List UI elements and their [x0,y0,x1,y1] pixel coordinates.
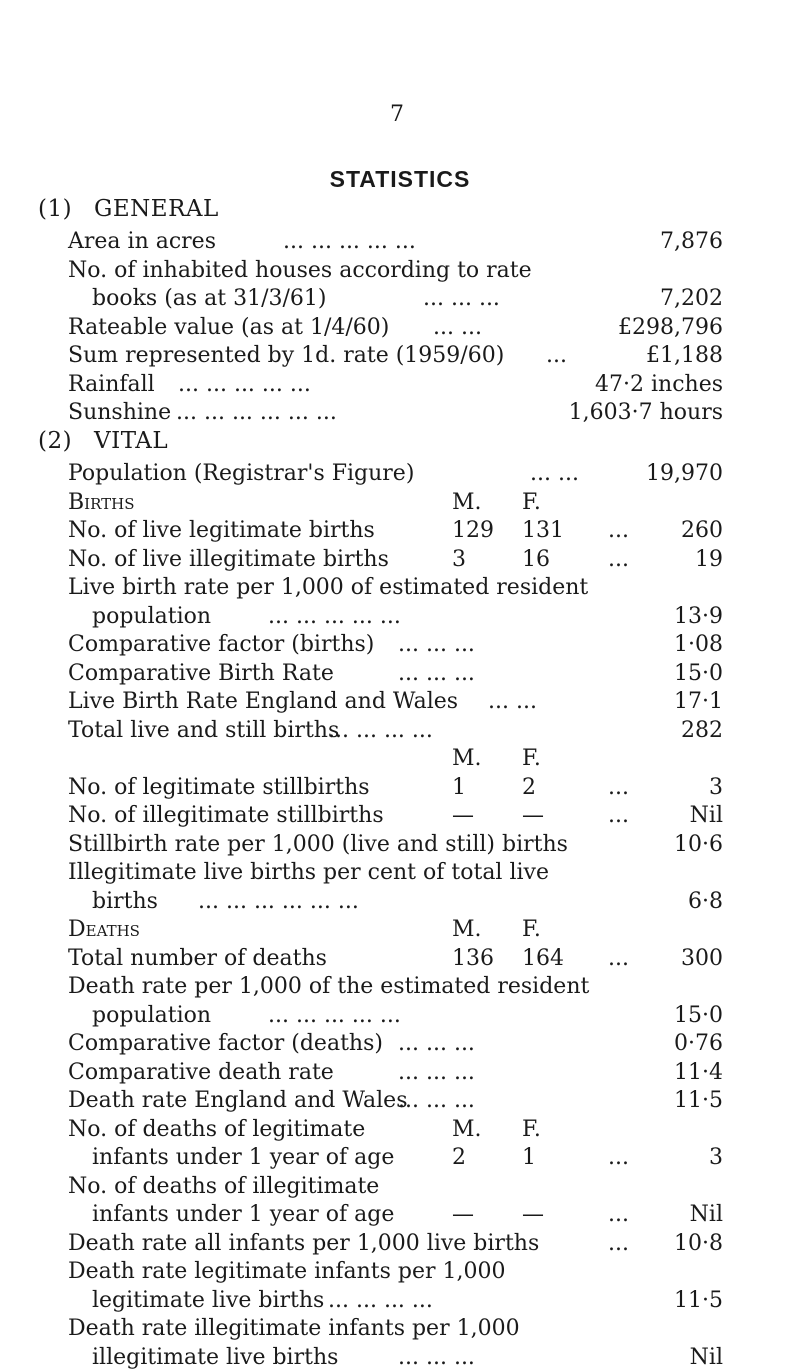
male-value: 2 [452,1145,466,1170]
statistic-label: No. of legitimate stillbirths [68,774,370,800]
statistic-row [68,631,723,659]
statistic-value: 17·1 [674,689,723,714]
statistic-row [68,1087,723,1115]
female-value: — [522,1202,544,1227]
statistic-label: Death rate all infants per 1,000 live births [68,1230,540,1256]
statistic-value: 10·8 [674,1230,723,1256]
statistic-label: Death rate illegitimate infants per 1,000 [68,1316,520,1341]
statistic-row [68,859,723,887]
statistic-value: 1,603·7 hours [568,400,723,425]
statistic-value: Nil [689,1202,723,1227]
statistic-value: 47·2 inches [595,371,723,397]
statistic-label: Rateable value (as at 1/4/60) [68,314,390,340]
section-number: (2) [38,428,73,454]
statistic-label: Comparative death rate [68,1059,334,1085]
statistic-value: 11·5 [674,1287,723,1313]
statistic-row [68,1258,723,1286]
male-value: 136 [452,945,494,971]
statistic-value: 13·9 [674,603,723,629]
statistic-row [68,342,723,370]
statistic-label: books (as at 31/3/61) [92,286,327,311]
statistic-row [68,888,723,916]
statistic-row [68,371,723,399]
male-value: M. [452,489,482,515]
statistic-row [68,1059,723,1087]
statistic-label: infants under 1 year of age [92,1202,395,1227]
statistic-label: Rainfall [68,371,155,397]
statistic-value: 260 [681,518,723,543]
dot-leader: ... [608,546,629,572]
dot-leader: ... ... [530,461,579,486]
male-value: M. [452,917,482,942]
dot-leader: ... ... ... ... ... ... [176,400,337,425]
statistic-label: Sum represented by 1d. rate (1959/60) [68,343,505,368]
dot-leader: ... ... ... [398,1088,475,1113]
statistic-value: 0·76 [674,1031,723,1056]
dot-leader: ... ... ... [398,1344,475,1370]
statistic-label: Deaths [68,917,140,942]
statistic-label: Total live and still births [68,717,340,743]
statistic-value: 3 [709,774,723,800]
page-number: 7 [390,102,404,127]
statistic-row [68,1287,723,1315]
statistic-label: Comparative factor (births) [68,632,375,657]
statistic-row [68,257,723,285]
statistic-label: No. of inhabited houses according to rate [68,257,532,283]
dot-leader: ... [608,518,629,543]
statistic-label: Death rate legitimate infants per 1,000 [68,1259,506,1284]
male-value: 1 [452,774,466,800]
male-value: 3 [452,546,466,572]
dot-leader: ... ... ... [398,1059,475,1085]
dot-leader: ... ... ... [398,660,475,686]
dot-leader: ... ... ... ... ... [178,371,311,397]
statistic-value: 6·8 [688,888,723,914]
male-value: M. [452,1116,482,1142]
dot-leader: ... [608,1202,629,1227]
statistic-row [68,314,723,342]
statistic-label: births [92,888,158,914]
statistic-value: 11·4 [674,1059,723,1085]
section-title: VITAL [94,428,169,454]
statistic-label: population [92,603,212,629]
section-heading [38,428,168,454]
statistic-label: Live Birth Rate England and Wales [68,689,459,714]
statistic-value: 19,970 [646,461,723,486]
statistic-label: Stillbirth rate per 1,000 (live and still) births [68,831,568,857]
statistic-row [68,916,723,944]
female-value: 1 [522,1145,536,1170]
statistic-row [68,973,723,1001]
female-value: F. [522,746,541,771]
statistic-label: Death rate per 1,000 of the estimated resident [68,974,590,999]
female-value: 2 [522,774,536,800]
dot-leader: ... ... ... [398,632,475,657]
dot-leader: ... [608,1145,629,1170]
statistic-row [68,546,723,574]
statistic-row [68,802,723,830]
statistic-label: Comparative Birth Rate [68,660,334,686]
statistic-label: Sunshine [68,400,172,425]
statistic-label: No. of deaths of illegitimate [68,1173,380,1199]
statistic-label: Illegitimate live births per cent of total live [68,860,549,885]
female-value: 16 [522,546,550,572]
statistic-label: Area in acres [68,229,216,254]
page-title: STATISTICS [329,166,471,192]
dot-leader: ... ... ... ... [328,1287,433,1313]
dot-leader: ... ... ... [398,1031,475,1056]
statistic-label: No. of live legitimate births [68,518,375,543]
female-value: — [522,803,544,828]
statistic-label: Total number of deaths [68,945,327,971]
statistic-row [68,745,723,773]
statistic-label: Comparative factor (deaths) [68,1031,383,1056]
statistic-row [68,717,723,745]
female-value: F. [522,1116,541,1142]
male-value: — [452,803,474,828]
statistic-value: £298,796 [618,314,723,340]
statistic-label: population [92,1002,212,1028]
statistic-label: No. of live illegitimate births [68,546,389,572]
statistic-value: 282 [681,717,723,743]
statistic-label: No. of deaths of legitimate [68,1116,366,1142]
dot-leader: ... ... ... ... [328,717,433,743]
male-value: 129 [452,518,494,543]
section-heading [38,196,219,222]
statistic-label: legitimate live births [92,1287,325,1313]
statistic-row [68,945,723,973]
statistic-row [68,603,723,631]
statistic-value: 15·0 [674,660,723,686]
section-number: (1) [38,196,73,222]
dot-leader: ... ... ... ... ... [268,1002,401,1028]
statistic-row [68,831,723,859]
dot-leader: ... [608,803,629,828]
statistic-row [68,1344,723,1372]
dot-leader: ... [608,945,629,971]
statistic-row [68,1201,723,1229]
statistic-label: No. of illegitimate stillbirths [68,803,384,828]
dot-leader: ... ... ... ... ... ... [198,888,359,914]
statistic-label: infants under 1 year of age [92,1145,395,1170]
statistic-label: Death rate England and Wales [68,1088,408,1113]
female-value: F. [522,917,541,942]
statistic-row [68,285,723,313]
statistic-row [68,1230,723,1258]
statistic-value: 7,876 [660,229,723,254]
dot-leader: ... ... ... [423,286,500,311]
statistic-row [68,399,723,427]
male-value: M. [452,746,482,771]
statistic-row [68,517,723,545]
dot-leader: ... [608,1230,629,1256]
dot-leader: ... [546,343,567,368]
dot-leader: ... ... ... ... ... [283,229,416,254]
statistic-value: £1,188 [646,343,723,368]
statistic-row [68,1116,723,1144]
statistic-value: 11·5 [674,1088,723,1113]
statistic-value: 7,202 [660,286,723,311]
statistic-row [68,1030,723,1058]
statistic-value: Nil [689,1344,723,1370]
statistic-row [68,1173,723,1201]
statistic-value: 3 [709,1145,723,1170]
statistic-row [68,688,723,716]
female-value: 131 [522,518,564,543]
statistic-row [68,489,723,517]
dot-leader: ... ... [433,314,482,340]
dot-leader: ... [608,774,629,800]
statistic-value: Nil [689,803,723,828]
statistic-row [68,1144,723,1172]
statistic-label: Live birth rate per 1,000 of estimated resident [68,575,589,600]
statistic-value: 300 [681,945,723,971]
statistic-row [68,774,723,802]
statistic-row [68,228,723,256]
female-value: F. [522,489,541,515]
statistic-row [68,574,723,602]
statistic-value: 1·08 [674,632,723,657]
male-value: — [452,1202,474,1227]
statistic-row [68,1002,723,1030]
section-title: GENERAL [94,196,219,222]
statistic-value: 10·6 [674,831,723,857]
statistic-value: 19 [695,546,723,572]
statistic-row [68,460,723,488]
dot-leader: ... ... [488,689,537,714]
statistic-label: illegitimate live births [92,1344,339,1370]
female-value: 164 [522,945,564,971]
statistic-label: Population (Registrar's Figure) [68,461,415,486]
statistic-row [68,1315,723,1343]
dot-leader: ... ... ... ... ... [268,603,401,629]
statistic-row [68,660,723,688]
statistic-label: Births [68,489,135,515]
statistic-value: 15·0 [674,1002,723,1028]
